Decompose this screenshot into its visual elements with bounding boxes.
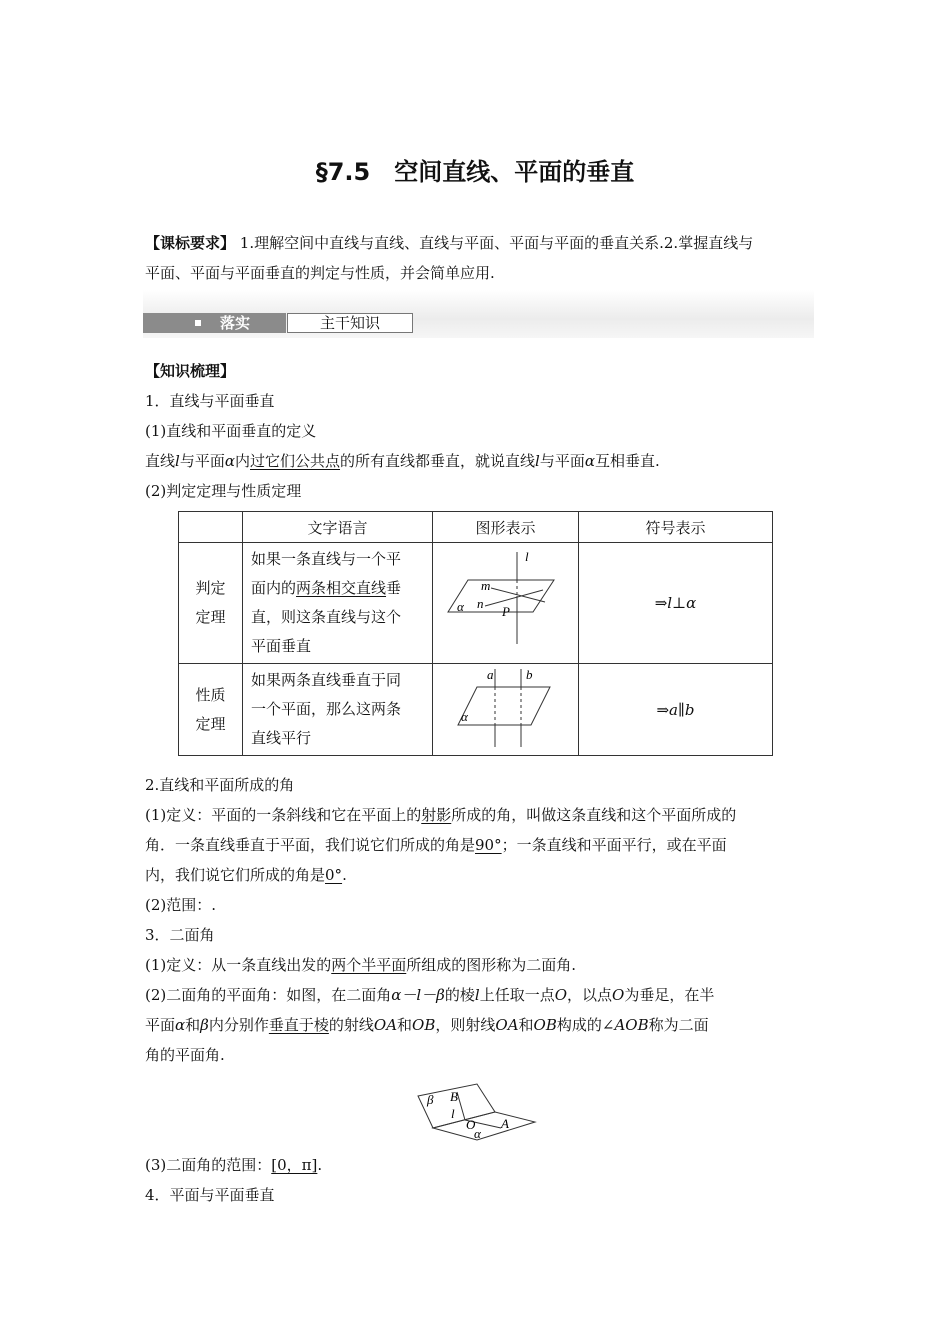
text-language-cell: 如果一条直线与一个平 面内的两条相交直线垂 直，则这条直线与这个 平面垂直 bbox=[243, 543, 433, 664]
answer-blank: 90° bbox=[475, 836, 502, 854]
answer-blank: 两条相交直线 bbox=[296, 579, 387, 597]
angle-section bbox=[145, 770, 810, 1070]
label-n: n bbox=[477, 596, 484, 611]
label-l: l bbox=[451, 1106, 455, 1121]
s1-heading: 1．直线与平面垂直 bbox=[145, 392, 275, 410]
table-row bbox=[179, 543, 773, 664]
answer-blank: [0，π] bbox=[271, 1156, 318, 1174]
theorem-table bbox=[178, 511, 773, 756]
requirements-line2: 平面、平面与平面垂直的判定与性质，并会简单应用. bbox=[145, 264, 495, 282]
label-alpha: α bbox=[474, 1126, 481, 1141]
course-requirements bbox=[145, 228, 810, 288]
table-header: 符号表示 bbox=[579, 512, 773, 543]
knowledge-section bbox=[145, 356, 810, 506]
s3-range: (3)二面角的范围：[0，π]. bbox=[145, 1156, 323, 1174]
symbol-cell bbox=[579, 664, 773, 756]
label-A: A bbox=[501, 1116, 509, 1131]
s2-definition: (1)定义：平面的一条斜线和它在平面上的射影所成的角，叫做这条直线和这个平面所成的 角．一条直线垂直于平面，我们说它们所成的角是90°；一条直线和平面平行，或在平面 内，我们说它们所成的角是0°. bbox=[145, 806, 737, 884]
label-P: P bbox=[502, 604, 510, 619]
s2-range: (2)范围：. bbox=[145, 896, 217, 914]
s1-sub2: (2)判定定理与性质定理 bbox=[145, 482, 302, 500]
s4-heading: 4．平面与平面垂直 bbox=[145, 1186, 275, 1204]
plane-alpha bbox=[458, 687, 550, 725]
banner-dark-tab bbox=[143, 313, 286, 333]
label-l: l bbox=[525, 549, 529, 564]
s1-sub1: (1)直线和平面垂直的定义 bbox=[145, 422, 317, 440]
symbol-cell bbox=[579, 543, 773, 664]
row-label-judgement: 判定 定理 bbox=[179, 543, 243, 664]
answer-blank: 两个半平面 bbox=[331, 956, 407, 974]
page-title: §7.5 空间直线、平面的垂直 bbox=[315, 158, 635, 186]
symbol-judgement: ⇒l⊥α bbox=[654, 594, 697, 612]
dihedral-angle-figure bbox=[415, 1078, 540, 1142]
line-m bbox=[491, 588, 545, 602]
section-heading: 【知识梳理】 bbox=[145, 362, 236, 380]
banner-light-tab: 主干知识 bbox=[287, 313, 413, 333]
symbol-property: ⇒a∥b bbox=[656, 700, 695, 719]
s3-definition: (1)定义：从一条直线出发的两个半平面所组成的图形称为二面角. bbox=[145, 956, 577, 974]
requirements-label: 【课标要求】 bbox=[145, 234, 236, 252]
label-beta: β bbox=[427, 1092, 434, 1107]
half-plane-alpha bbox=[433, 1112, 535, 1140]
label-a: a bbox=[487, 666, 494, 682]
figure-cell bbox=[433, 543, 579, 664]
banner-dark-label: 落实 bbox=[220, 314, 251, 332]
label-O: O bbox=[466, 1117, 476, 1132]
perpendicular-line-plane-figure bbox=[433, 544, 578, 658]
square-bullet-icon bbox=[195, 320, 201, 326]
answer-blank: 射影 bbox=[421, 806, 452, 824]
text-language-cell: 如果两条直线垂直于同 一个平面，那么这两条 直线平行 bbox=[243, 664, 433, 756]
s2-heading: 2.直线和平面所成的角 bbox=[145, 776, 295, 794]
label-m: m bbox=[481, 578, 491, 593]
label-alpha: α bbox=[457, 599, 464, 614]
label-b: b bbox=[526, 666, 533, 682]
table-header-row bbox=[179, 512, 773, 543]
answer-blank: 过它们公共点 bbox=[250, 452, 341, 470]
table-row bbox=[179, 664, 773, 756]
parallel-lines-figure bbox=[433, 665, 578, 751]
label-alpha: α bbox=[461, 708, 468, 724]
figure-cell bbox=[433, 664, 579, 756]
s3-plane-angle: (2)二面角的平面角：如图，在二面角α－l－β的棱l上任取一点O，以点O为垂足，在半 平面α和β内分别作垂直于棱的射线OA和OB，则射线OA和OB构成的∠AOB称为二面 角的平面角. bbox=[145, 986, 715, 1064]
table-header: 图形表示 bbox=[433, 512, 579, 543]
requirements-line1: 1.理解空间中直线与直线、直线与平面、平面与平面的垂直关系.2.掌握直线与 bbox=[239, 234, 754, 252]
closing-section bbox=[145, 1150, 810, 1210]
answer-blank: 垂直于棱 bbox=[268, 1016, 329, 1034]
s3-heading: 3．二面角 bbox=[145, 926, 215, 944]
table-header: 文字语言 bbox=[243, 512, 433, 543]
table-header bbox=[179, 512, 243, 543]
row-label-property: 性质 定理 bbox=[179, 664, 243, 756]
s1-definition: 直线l与平面α内过它们公共点的所有直线都垂直，就说直线l与平面α互相垂直. bbox=[145, 452, 660, 470]
line-n bbox=[485, 590, 543, 606]
label-B: B bbox=[450, 1089, 458, 1104]
ray-OB bbox=[457, 1092, 465, 1120]
plane-alpha bbox=[448, 580, 554, 612]
answer-blank: 0° bbox=[325, 866, 343, 884]
